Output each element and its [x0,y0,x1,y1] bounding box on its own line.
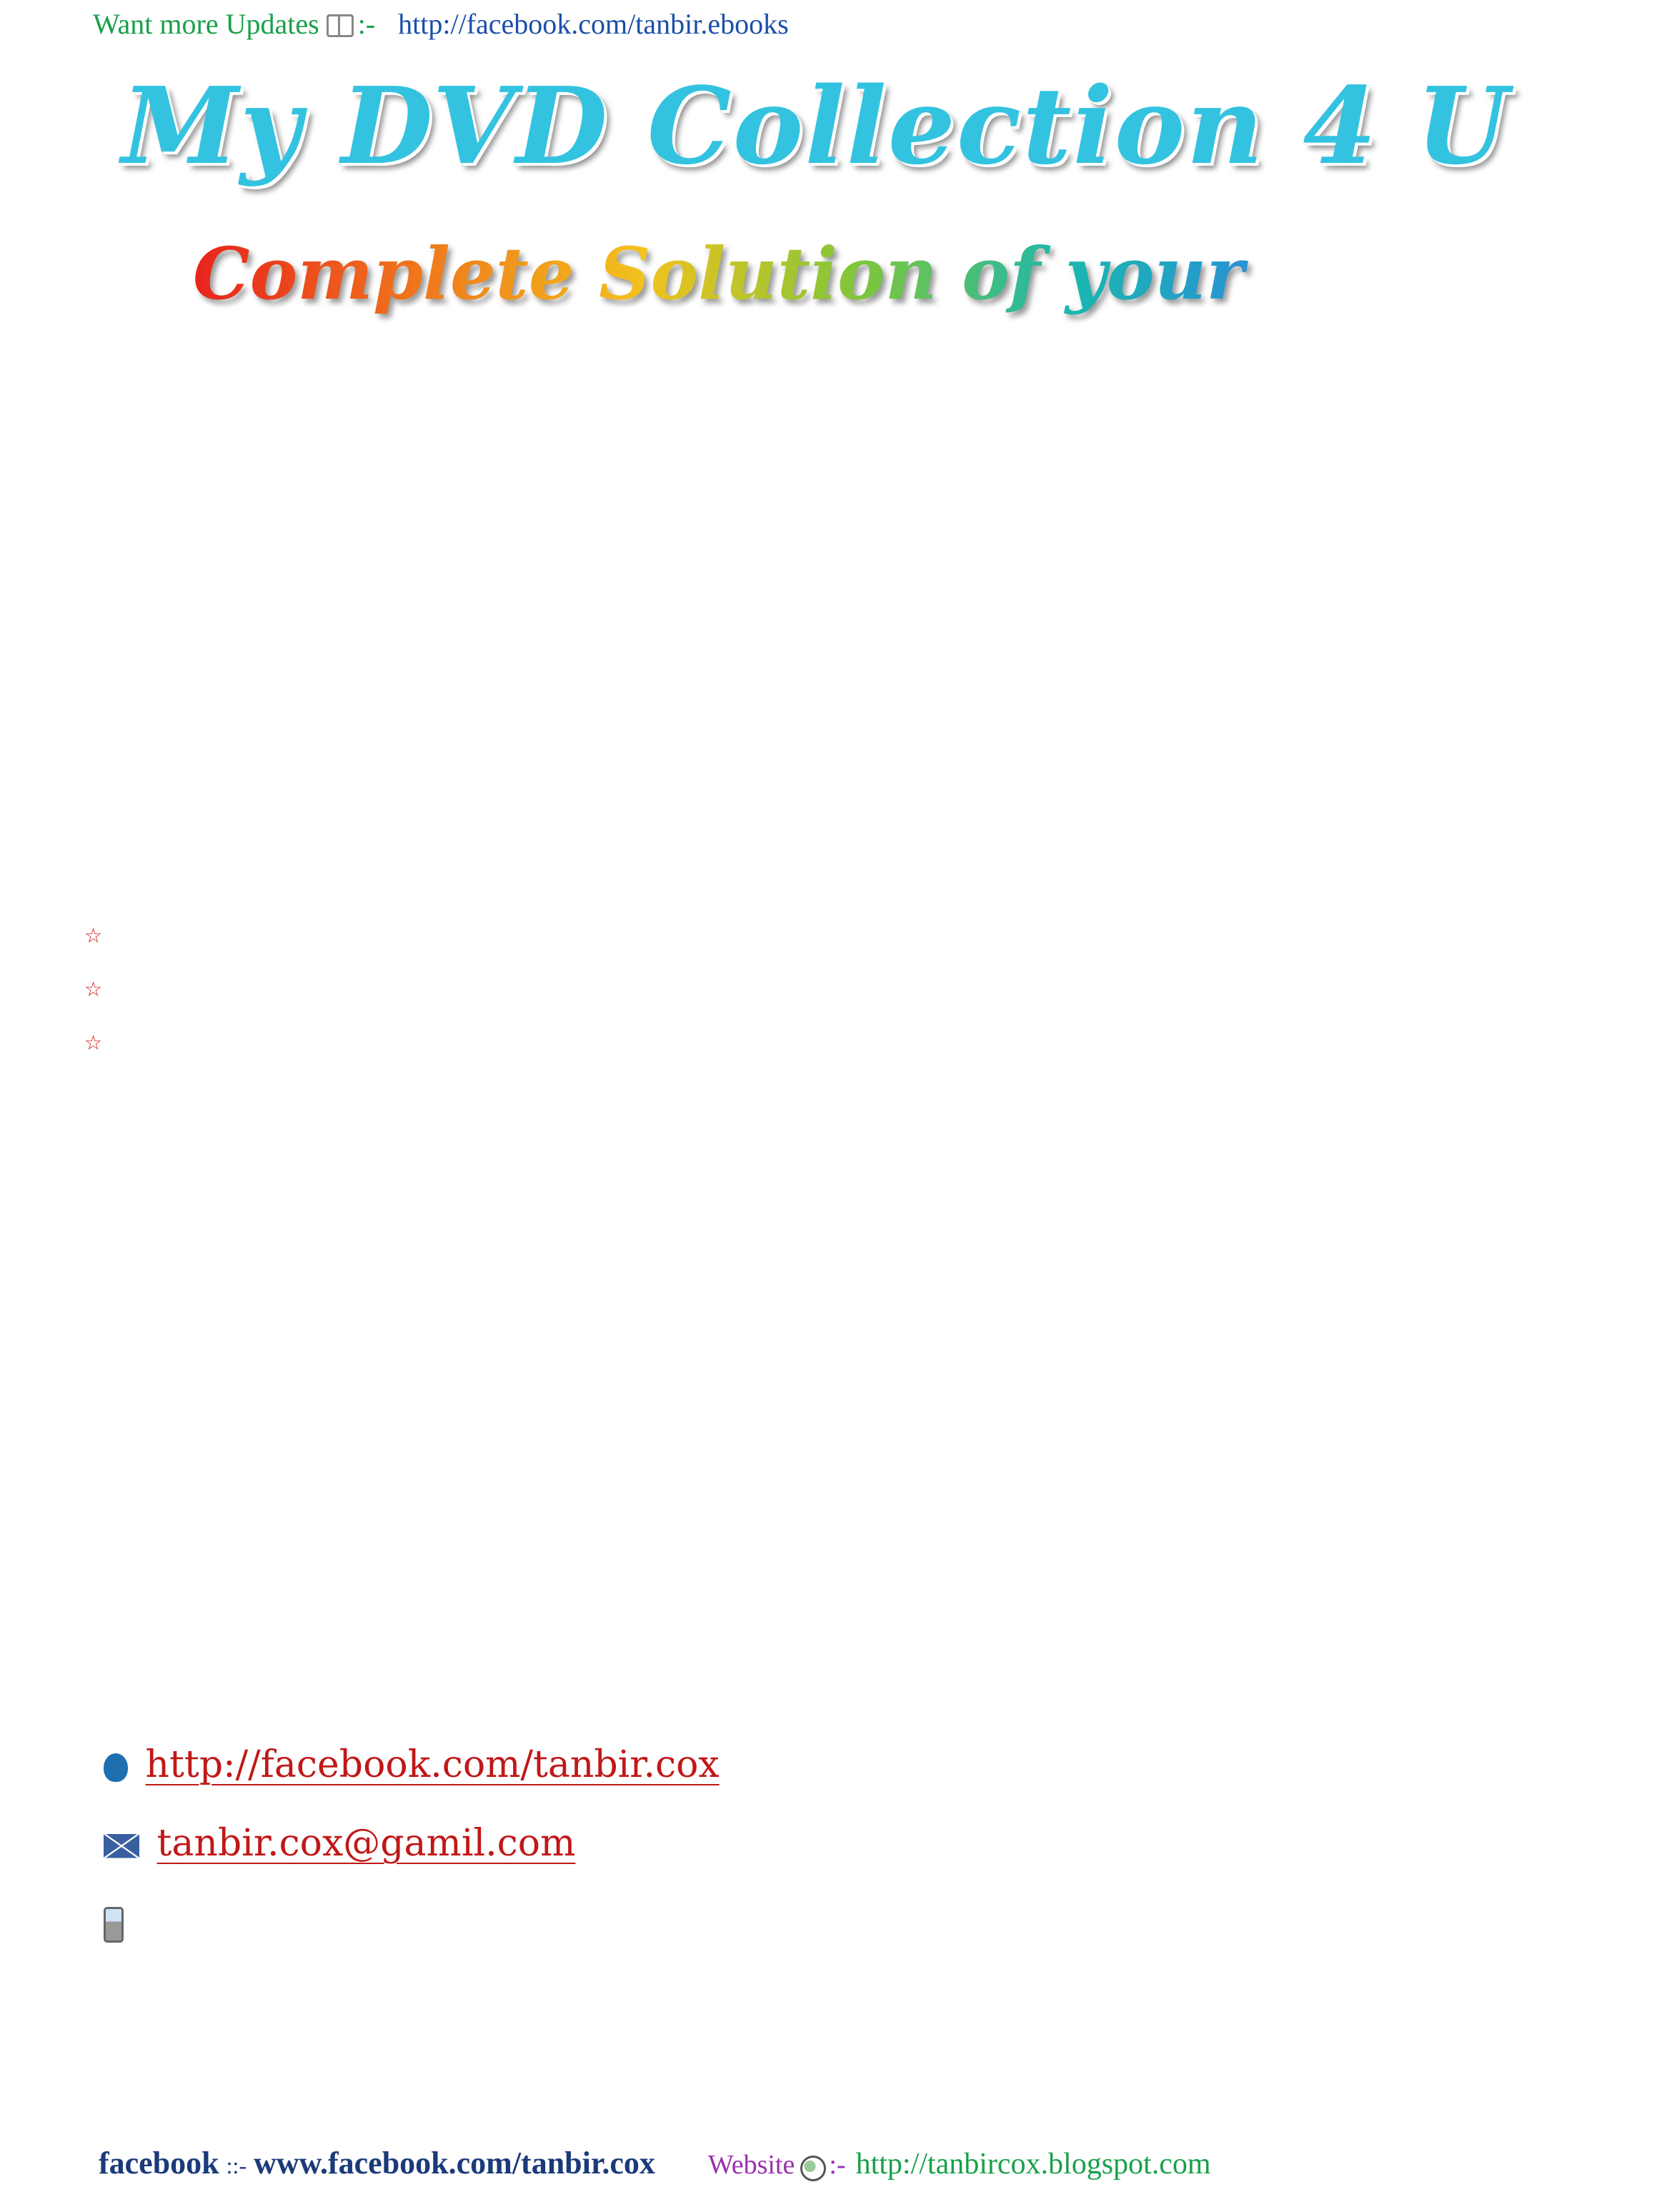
reason-item [84,962,1370,1016]
contact-facebook-row [104,1740,1318,1790]
star-icon: ☆ [84,1031,103,1055]
footer-website-sep: :- [829,2150,846,2180]
globe-icon [800,2156,826,2181]
footer-facebook-label: facebook [99,2146,219,2181]
reasons-list [84,909,1370,1070]
footer-facebook-link[interactable]: www.facebook.com/tanbir.cox [254,2146,655,2181]
star-icon: ☆ [84,924,103,947]
updates-label: Want more Updates [93,8,319,40]
facebook-link[interactable]: http://facebook.com/tanbir.cox [145,1743,720,1786]
reason-item [84,909,1370,962]
updates-suffix: :- [357,8,376,40]
footer-website-link[interactable]: http://tanbircox.blogspot.com [855,2148,1211,2181]
header-updates [93,7,789,41]
email-link[interactable]: tanbir.cox@gamil.com [156,1822,576,1865]
contact-mobile-row [104,1897,1318,1947]
mail-icon [104,1834,139,1858]
contact-section [104,1711,1318,1976]
reason-item [84,1016,1370,1070]
book-icon [327,14,354,34]
phone-icon [104,1907,124,1943]
updates-link[interactable]: http://facebook.com/tanbir.ebooks [398,8,789,40]
footer-website-label: Website [707,2150,795,2180]
banner-subtitle: Complete Solution of your Computer [193,220,1265,327]
footer-sep: ::- [226,2153,247,2178]
contact-email-row [104,1818,1318,1868]
star-icon: ☆ [84,977,103,1001]
facebook-icon [104,1753,128,1782]
banner-title: My DVD Collection 4 U [121,64,1511,188]
footer [99,2145,1385,2186]
